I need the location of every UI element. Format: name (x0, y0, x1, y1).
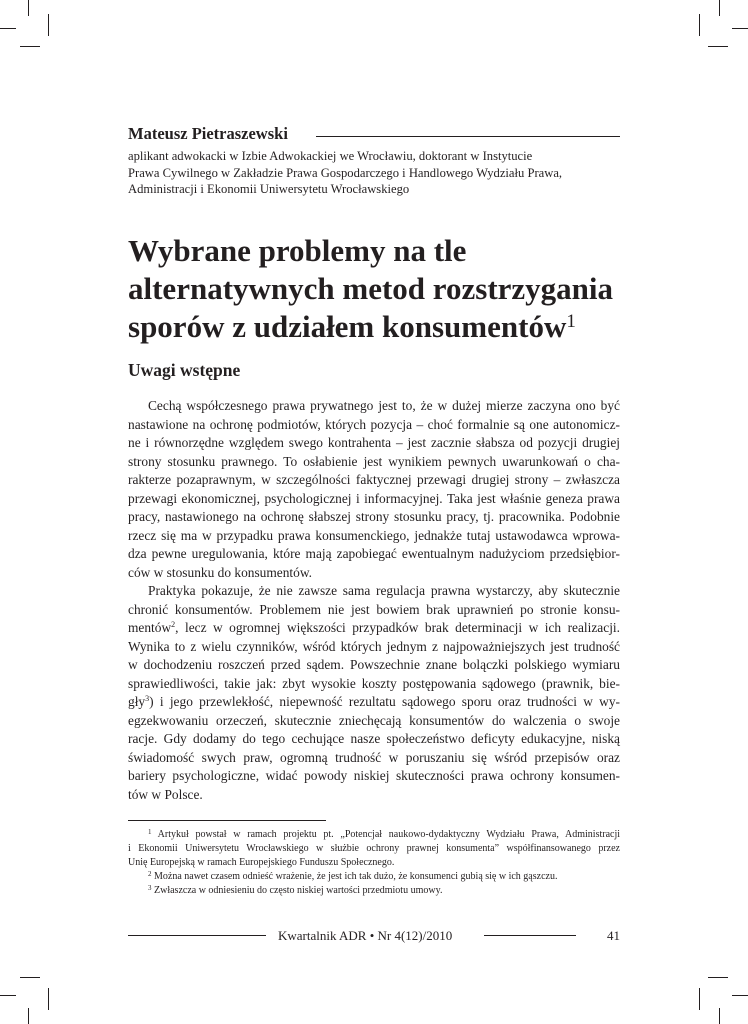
affiliation-line: aplikant adwokacki w Izbie Adwokackiej we Wrocławiu, doktorant w Instytucie (128, 149, 533, 163)
text-fragment: gły (128, 694, 146, 709)
text-line: sprawiedliwości, takie jak: zbyt wysokie koszty postępowania sądowego (prawnik, bie- (128, 675, 620, 691)
footnote-text: Zwłaszcza w odniesieniu do często niskiej wartości przedmiotu umowy. (151, 885, 443, 896)
text-fragment: ) i jego przewlekłość, niepewność rezultatu sądowego sporu oraz trudności w wy- (149, 694, 620, 709)
text-line: racje. Gdy dodamy do tego cechujące nasze społeczeństwo deficyty edukacyjne, niską (128, 731, 620, 746)
author-affiliation (128, 148, 620, 198)
text-line: egzekwowaniu orzeczeń, skutecznie zniechęcają konsumentów do walczenia o swoje (128, 712, 620, 728)
footnote-line (128, 884, 620, 898)
text-line: ców w stosunku do konsumentów. (128, 564, 312, 580)
crop-mark (732, 28, 748, 29)
text-fragment: , lecz w ogromnej większości przypadków brak determinacji w ich realizacji. (175, 620, 620, 635)
footnote-number: 3 (148, 884, 152, 892)
crop-mark (708, 977, 728, 978)
text-line: ne i równorzędne względem swego kontrahenta – jest zacznie słabsza od pozycji drugiej (128, 435, 620, 450)
text-line: bariery psychologiczne, widać powody niskiej skuteczności prawa ochrony konsumen- (128, 768, 620, 783)
text-line: rzecz się ma w przypadku prawa konsumenckiego, jednakże tutaj ustawodawca wprowa- (128, 527, 620, 543)
crop-mark (28, 1008, 29, 1024)
author-rule (316, 136, 620, 137)
page-footer (128, 928, 620, 944)
footnote-line: Unię Europejską w ramach Europejskiego Funduszu Społecznego. (128, 857, 395, 868)
text-line: w dochodzeniu roszczeń przed sądem. Powszechnie znane bolączki polskiego wymiaru (128, 657, 620, 672)
footnote-line (128, 870, 620, 884)
footnote-line: i Ekonomii Uniwersytetu Wrocławskiego w służbie ochrony prawnej konsumenta” współfinansowanego przez (128, 843, 620, 854)
crop-mark (699, 14, 700, 36)
crop-mark (708, 46, 728, 47)
crop-mark (48, 14, 49, 36)
text-line (128, 619, 620, 638)
affiliation-line: Administracji i Ekonomii Uniwersytetu Wrocławskiego (128, 182, 410, 196)
crop-mark (699, 988, 700, 1010)
footnote-text: Artykuł powstał w ramach projektu pt. „Potencjał naukowo-dydaktyczny Wydziału Prawa, Administracji (151, 829, 620, 840)
title-line-text: sporów z udziałem konsumentów (128, 309, 567, 344)
text-line: tów w Polsce. (128, 786, 203, 802)
section-heading: Uwagi wstępne (128, 360, 241, 380)
text-line: Praktyka pokazuje, że nie zawsze sama regulacja prawna wystarczy, aby skutecznie (148, 583, 620, 598)
footer-rule-right (484, 935, 576, 936)
title-line: Wybrane problemy na tle (128, 233, 467, 268)
crop-mark (20, 977, 40, 978)
title-line: alternatywnych metod rozstrzygania (128, 271, 614, 306)
affiliation-line: Prawa Cywilnego w Zakładzie Prawa Gospodarczego i Handlowego Wydziału Prawa, (128, 165, 563, 180)
text-line: Wynika to z wielu czynników, wśród których jednym z najpoważniejszych jest trudność (128, 638, 620, 654)
footnote-ref[interactable]: 2 (171, 620, 176, 629)
journal-name: Kwartalnik ADR • Nr 4(12)/2010 (278, 928, 453, 943)
text-line: strony stosunku prawnego. To osłabienie jest wynikiem pewnych uwarunkowań o cha- (128, 453, 620, 469)
crop-mark (719, 1008, 720, 1024)
footnote-number: 2 (148, 870, 152, 878)
body-text (128, 397, 620, 804)
footnote-ref[interactable]: 3 (145, 694, 150, 703)
text-line: Cechą współczesnego prawa prywatnego jest to, że w dużej mierze zaczyna ono być (148, 398, 620, 413)
footnote-separator (128, 820, 326, 821)
footnote-line (128, 828, 620, 842)
crop-mark (48, 988, 49, 1010)
text-line (128, 693, 620, 712)
article-title (128, 232, 620, 346)
crop-mark (0, 28, 16, 29)
footnotes (128, 828, 620, 898)
title-line (128, 308, 620, 346)
text-line: pracy, nastawionego na ochronę słabszej strony stosunku pracy, tj. pracownika. Podobnie (128, 509, 620, 524)
title-footnote-ref[interactable]: 1 (566, 311, 576, 332)
page-number: 41 (607, 928, 620, 943)
crop-mark (719, 0, 720, 16)
footnote-text: Można nawet czasem odnieść wrażenie, że jest ich tak dużo, że konsumenci gubią się w ich gąszczu. (151, 871, 558, 882)
text-line: świadomość swych praw, ogromną trudność w poruszaniu się wśród przepisów oraz (128, 749, 620, 765)
footer-rule-left (128, 935, 266, 936)
text-line: rakterze pozaprawnym, w szczególności faktycznej przewagi drugiej strony – zwłaszcza (128, 472, 620, 487)
crop-mark (0, 995, 16, 996)
crop-mark (20, 46, 40, 47)
author-name: Mateusz Pietraszewski (128, 124, 292, 144)
text-fragment: mentów (128, 620, 172, 635)
crop-mark (28, 0, 29, 16)
text-line: przewagi ekonomicznej, psychologicznej i informacyjnej. Taka jest właśnie geneza prawa (128, 490, 620, 506)
author-row (128, 124, 620, 146)
text-line: nastawione na ochronę podmiotów, których pozycja – choć formalnie są one autonomicz- (128, 416, 620, 432)
crop-mark (732, 995, 748, 996)
text-line: dza pewne uregulowania, które mają zapobiegać ewentualnym nadużyciom przedsiębior- (128, 546, 620, 561)
footnote-number: 1 (148, 828, 152, 836)
text-line: chronić konsumentów. Problemem nie jest bowiem brak uprawnień po stronie konsu- (128, 601, 620, 617)
